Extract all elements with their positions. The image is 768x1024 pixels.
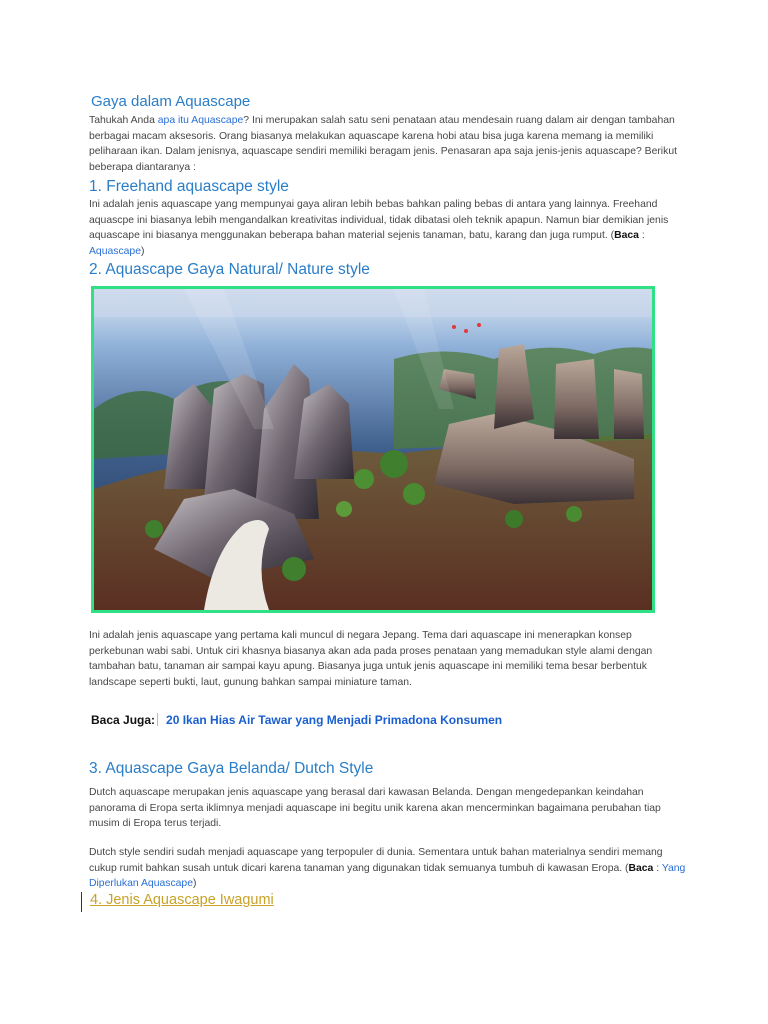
- nature-style-paragraph: Ini adalah jenis aquascape yang pertama kali muncul di negara Jepang. Tema dari aquascape ini menerapkan konsep perkebunan wabi sabi. Untuk ciri khasnya biasanya akan ada pada proses penataan yang memadukan style alami dengan tambahan batu, tanaman air sampai kayu apung. Biasanya juga untuk jenis aquascape ini memiliki tema besar berbentuk landscape seperti bukti, laut, gunung bahkan sampai miniature taman.: [89, 630, 653, 688]
- baca-label: Baca: [628, 862, 654, 874]
- baca-label: Baca: [614, 230, 639, 242]
- freehand-text: Ini adalah jenis aquascape yang mempunyai gaya aliran lebih bebas bahkan paling bebas di antara yang lainnya. Freehand aquascpe ini biasanya lebih mengandalkan kreativitas individual, tidak dibatasi oleh teknik apapun. Namun biar demikian jenis aquascape ini biasanya menggunakan beberapa bahan material sejenis tanaman, batu, karang dan juga rumput. (: [89, 199, 669, 242]
- heading-nature-style: 2. Aquascape Gaya Natural/ Nature style: [89, 261, 370, 278]
- intro-text-end: ? Ini merupakan salah satu seni penataan atau mendesain ruang dalam air dengan tambahan berbagai macam aksesoris. Orang biasanya melakukan aquascape karena hobi atau bisa juga karena memang ia memiliki peliharaan ikan. Dalam jenisnya, aquascape sendiri memiliki beragam jenis. Penasaran apa saja jenis-jenis aquascape? Berikut beberapa diantaranya :: [89, 115, 677, 173]
- link-apa-itu-aquascape[interactable]: apa itu Aquascape: [157, 115, 244, 126]
- page-title: Gaya dalam Aquascape: [91, 93, 251, 110]
- baca-juga-link[interactable]: 20 Ikan Hias Air Tawar yang Menjadi Primadona Konsumen: [166, 713, 503, 727]
- baca-separator: :: [638, 230, 645, 242]
- paren-close: ): [192, 878, 197, 890]
- intro-paragraph: [89, 113, 689, 175]
- intro-text-start: Tahukah Anda: [89, 115, 158, 126]
- dutch-paragraph-1: Dutch aquascape merupakan jenis aquascape yang berasal dari kawasan Belanda. Dengan mengedepankan keindahan panorama di Eropa serta iklimnya menjadi aquascape ini begitu unik karena akan mencerminkan bagaimana perubahan tiap musim di Eropa terus terjadi.: [89, 787, 661, 830]
- heading-iwagumi-link[interactable]: 4. Jenis Aquascape Iwagumi: [90, 892, 274, 908]
- heading-freehand: 1. Freehand aquascape style: [89, 178, 289, 195]
- aquascape-photo: [91, 286, 655, 613]
- link-marker-icon: [157, 713, 164, 726]
- text-cursor: [81, 892, 82, 912]
- dutch-paragraph-2: [89, 845, 689, 892]
- paren-close: ): [141, 245, 145, 257]
- baca-separator: :: [653, 862, 662, 874]
- freehand-paragraph: [89, 197, 689, 259]
- link-aquascape[interactable]: Aquascape: [89, 245, 141, 257]
- dutch-text: Dutch style sendiri sudah menjadi aquascape yang terpopuler di dunia. Sementara untuk bahan materialnya sendiri memang cukup rumit bahkan susah untuk dicari karena tanaman yang digunakan tidak semuanya tumbuh di kawasan Eropa. (: [89, 847, 663, 874]
- heading-dutch-style: 3. Aquascape Gaya Belanda/ Dutch Style: [89, 760, 374, 777]
- baca-juga-label: Baca Juga:: [91, 713, 156, 727]
- baca-juga: [91, 713, 502, 727]
- link-yang-diperlukan-aquascape[interactable]: Yang Diperlukan Aquascape: [89, 862, 686, 890]
